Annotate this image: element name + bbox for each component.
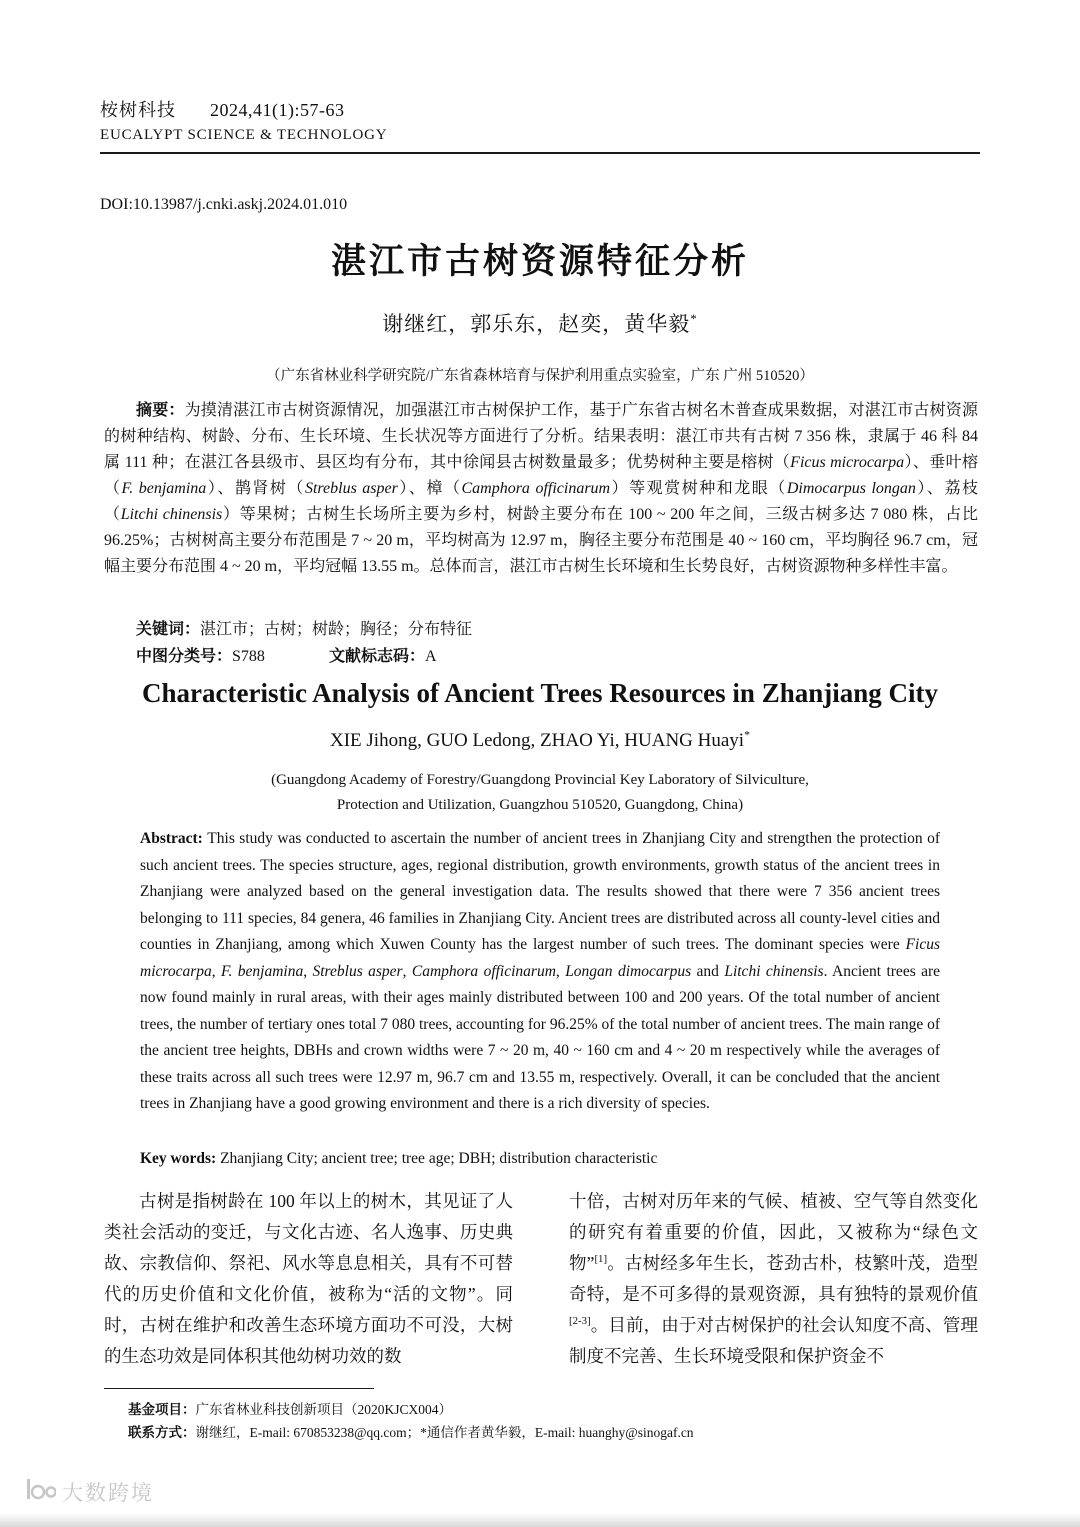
- watermark-text: 大数跨境: [62, 1482, 154, 1505]
- abstract-cn: 摘要：为摸清湛江市古树资源情况，加强湛江市古树保护工作，基于广东省古树名木普查成果数据，对湛江市古树资源的树种结构、树龄、分布、生长环境、生长状况等方面进行了分析。结果表明：湛江市共有古树 7 356 株，隶属于 46 科 84 属 111 种；在湛江各县级市、县区均有分布，其中徐闻县古树数量最多；优势树种主要是榕树（Ficus microcarpa）、垂叶榕（F. benjamina）、鹊肾树（Streblus asper）、樟（Camphora officinarum）等观赏树种和龙眼（Dimocarpus longan）、荔枝（Litchi chinensis）等果树；古树生长场所主要为乡村，树龄主要分布在 100 ~ 200 年之间，三级古树多达 7 080 株，占比 96.25%；古树树高主要分布范围是 7 ~ 20 m，平均树高为 12.97 m，胸径主要分布范围是 40 ~ 160 cm，平均胸径 96.7 cm，冠幅主要分布范围 4 ~ 20 m，平均冠幅 13.55 m。总体而言，湛江市古树生长环境和生长势良好，古树资源物种多样性丰富。: [104, 402, 978, 575]
- authors-en: XIE Jihong, GUO Ledong, ZHAO Yi, HUANG Huayi*: [330, 728, 750, 751]
- article-title-en: Characteristic Analysis of Ancient Trees Resources in Zhanjiang City: [142, 678, 938, 708]
- footer-notes: [128, 1398, 928, 1444]
- affiliation-cn: （广东省林业科学研究院/广东省森林培育与保护利用重点实验室，广东 广州 510520）: [266, 368, 814, 384]
- funding-note: 基金项目：广东省林业科技创新项目（2020KJCX004）: [128, 1402, 453, 1417]
- journal-name-cn: 桉树科技: [100, 100, 176, 120]
- journal-issue: 2024,41(1):57-63: [210, 100, 345, 120]
- clc-line: 中图分类号：S788 文献标志码：A: [136, 648, 437, 665]
- abstract-en: Abstract: This study was conducted to ascertain the number of ancient trees in Zhanjiang City and strengthen the protection of such ancient trees. The species structure, ages, regional distribution, growth environments, growth status of the ancient trees in Zhanjiang were analyzed based on the general investigation data. The results showed that there were 7 356 ancient trees belonging to 111 species, 84 genera, 46 families in Zhanjiang City. Ancient trees are distributed across all county-level cities and counties in Zhanjiang, among which Xuwen County has the largest number of such trees. The dominant species were Ficus microcarpa, F. benjamina, Streblus asper, Camphora officinarum, Longan dimocarpus and Litchi chinensis. Ancient trees are now found mainly in rural areas, with their ages mainly distributed between 100 and 200 years. Of the total number of ancient trees, the number of tertiary ones total 7 080 trees, accounting for 96.25% of the total number of ancient trees. The main range of the ancient tree heights, DBHs and crown widths were 7 ~ 20 m, 40 ~ 160 cm and 4 ~ 20 m respectively while the averages of these traits across all such trees were 12.97 m, 96.7 cm and 13.55 m, respectively. Overall, it can be concluded that the ancient trees in Zhanjiang have a good growing environment and there is a rich diversity of species.: [140, 830, 941, 1112]
- affiliation-en: [0, 768, 1080, 818]
- body-columns: [104, 1186, 978, 1372]
- body-column-right: 十倍，古树对历年来的气候、植被、空气等自然变化的研究有着重要的价值，因此，又被称为“绿色文物”[1]。古树经多年生长，苍劲古朴，枝繁叶茂，造型奇特，是不可多得的景观资源，具有独特的景观价值[2-3]。目前，由于对古树保护的社会认知度不高、管理制度不完善、生长环境受限和保护资金不: [569, 1191, 978, 1366]
- keywords-en: Key words: Zhanjiang City; ancient tree; tree age; DBH; distribution characteristic: [140, 1150, 658, 1167]
- journal-header: [100, 96, 980, 154]
- affiliation-en-line2: Protection and Utilization, Guangzhou 510520, Guangdong, China): [336, 797, 744, 813]
- page-bottom-edge: [0, 1513, 1080, 1527]
- body-column-left: 古树是指树龄在 100 年以上的树木，其见证了人类社会活动的变迁，与文化古迹、名人逸事、历史典故、宗教信仰、祭祀、风水等息息相关，具有不可替代的历史价值和文化价值，被称为“活的文物”。同时，古树在维护和改善生态环境方面功不可没，大树的生态功效是同体积其他幼树功效的数: [104, 1191, 513, 1366]
- affiliation-en-line1: (Guangdong Academy of Forestry/Guangdong Provincial Key Laboratory of Silviculture,: [271, 772, 809, 788]
- journal-title-line: [100, 96, 980, 122]
- keywords-cn: 关键词：湛江市；古树；树龄；胸径；分布特征: [136, 621, 473, 638]
- watermark-logo-icon: [26, 1476, 56, 1508]
- article-title-cn: 湛江市古树资源特征分析: [330, 242, 749, 281]
- contact-note: 联系方式：谢继红，E-mail: 670853238@qq.com；*通信作者黄华毅，E-mail: huanghy@sinogaf.cn: [128, 1425, 694, 1440]
- authors-cn: 谢继红，郭乐东，赵奕，黄华毅*: [382, 311, 698, 336]
- watermark: [26, 1476, 154, 1508]
- journal-name-en: EUCALYPT SCIENCE & TECHNOLOGY: [100, 127, 388, 143]
- doi: DOI:10.13987/j.cnki.askj.2024.01.010: [100, 196, 348, 213]
- footnote-divider: [104, 1388, 374, 1389]
